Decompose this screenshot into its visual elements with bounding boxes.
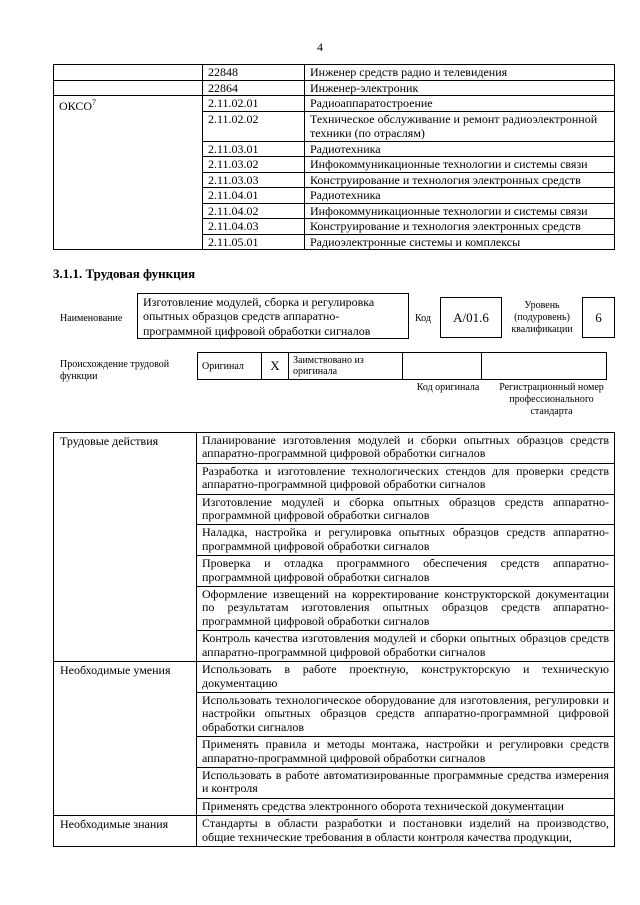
okso-name: Радиоаппаратостроение <box>305 96 615 112</box>
details-row <box>54 816 615 847</box>
group-item: Стандарты в области разработки и постановки изделий на производство, общие технические требования в области контроля качества продукции, <box>197 816 615 847</box>
okso-footnote-ref: 7 <box>92 98 97 107</box>
group-item: Контроль качества изготовления модулей и сборки опытных образцов средств аппаратно-программной цифровой обработки сигналов <box>197 631 615 662</box>
group-item: Использовать технологическое оборудование для изготовления, регулировки и настройки опытных образцов средств аппаратно-программной цифровой обработки сигналов <box>197 692 615 736</box>
okso-code: 2.11.04.02 <box>203 203 305 219</box>
okso-code: 22848 <box>203 65 305 81</box>
okso-code: 2.11.05.01 <box>203 234 305 250</box>
level-label: Уровень (подуровень) квалификации <box>511 300 573 335</box>
okso-code: 22864 <box>203 80 305 96</box>
group-label: Необходимые умения <box>54 662 197 816</box>
section-title: 3.1.1. Трудовая функция <box>53 266 196 281</box>
function-details-table <box>53 432 615 847</box>
okso-name: Радиотехника <box>305 141 615 157</box>
okso-name: Инженер-электроник <box>305 80 615 96</box>
group-item: Использовать в работе проектную, конструкторскую и техническую документацию <box>197 662 615 693</box>
reg-number-caption: Регистрационный номер профессионального стандарта <box>499 382 604 417</box>
okso-code: 2.11.03.02 <box>203 157 305 173</box>
group-item: Использовать в работе автоматизированные программные средства измерения и контроля <box>197 767 615 798</box>
okso-code: 2.11.03.01 <box>203 141 305 157</box>
original-label: Оригинал <box>198 353 262 380</box>
okso-row <box>54 96 615 112</box>
okso-empty-cell <box>54 80 203 96</box>
group-item: Разработка и изготовление технологических стендов для проверки средств аппаратно-программной цифровой обработки сигналов <box>197 463 615 494</box>
origin-table <box>197 352 607 380</box>
reg-number-cell <box>482 353 607 380</box>
group-label: Необходимые знания <box>54 816 197 847</box>
code-original-caption: Код оригинала <box>416 382 480 393</box>
details-row <box>54 433 615 464</box>
okso-table <box>53 64 615 250</box>
qualification-level: 6 <box>582 297 615 338</box>
group-item: Планирование изготовления модулей и сборки опытных образцов средств аппаратно-программной цифровой обработки сигналов <box>197 433 615 464</box>
okso-name: Радиотехника <box>305 188 615 204</box>
group-item: Изготовление модулей и сборка опытных образцов средств аппаратно-программной цифровой обработки сигналов <box>197 494 615 525</box>
okso-code: 2.11.04.03 <box>203 219 305 235</box>
okso-name: Конструирование и технология электронных средств <box>305 219 615 235</box>
origin-label: Происхождение трудовой функции <box>60 359 170 382</box>
group-item: Проверка и отладка программного обеспечения средств аппаратно-программной цифровой обработки сигналов <box>197 556 615 587</box>
okso-label: ОКСО <box>59 99 93 113</box>
okso-name: Инфокоммуникационные технологии и системы связи <box>305 203 615 219</box>
okso-name: Инженер средств радио и телевидения <box>305 65 615 81</box>
group-item: Применять средства электронного оборота технической документации <box>197 798 615 815</box>
okso-name: Радиоэлектронные системы и комплексы <box>305 234 615 250</box>
okso-label-cell <box>54 96 203 250</box>
function-code: A/01.6 <box>440 297 502 338</box>
okso-empty-cell <box>54 65 203 81</box>
function-name: Изготовление модулей, сборка и регулировка опытных образцов средств аппаратно-программной цифровой обработки сигналов <box>137 293 409 339</box>
group-item: Наладка, настройка и регулировка опытных образцов средств аппаратно-программной цифровой обработки сигналов <box>197 525 615 556</box>
page-number: 4 <box>317 40 323 54</box>
okso-code: 2.11.02.01 <box>203 96 305 112</box>
borrowed-label: Заимствовано из оригинала <box>289 353 403 380</box>
original-mark: X <box>262 353 289 380</box>
group-item: Оформление извещений на корректирование конструкторской документации по результатам изготовления опытных образцов средств аппаратно-программной цифровой обработки сигналов <box>197 587 615 631</box>
details-row <box>54 662 615 693</box>
okso-name: Инфокоммуникационные технологии и системы связи <box>305 157 615 173</box>
original-code-cell <box>403 353 482 380</box>
okso-code: 2.11.04.01 <box>203 188 305 204</box>
group-item: Применять правила и методы монтажа, настройки и регулировки средств аппаратно-программной цифровой обработки сигналов <box>197 737 615 768</box>
okso-row <box>54 65 615 81</box>
name-label: Наименование <box>60 313 123 324</box>
okso-row <box>54 80 615 96</box>
group-label: Трудовые действия <box>54 433 197 662</box>
code-label: Код <box>415 313 431 324</box>
okso-code: 2.11.03.03 <box>203 172 305 188</box>
okso-code: 2.11.02.02 <box>203 111 305 141</box>
okso-name: Техническое обслуживание и ремонт радиоэлектронной техники (по отраслям) <box>305 111 615 141</box>
okso-name: Конструирование и технология электронных средств <box>305 172 615 188</box>
